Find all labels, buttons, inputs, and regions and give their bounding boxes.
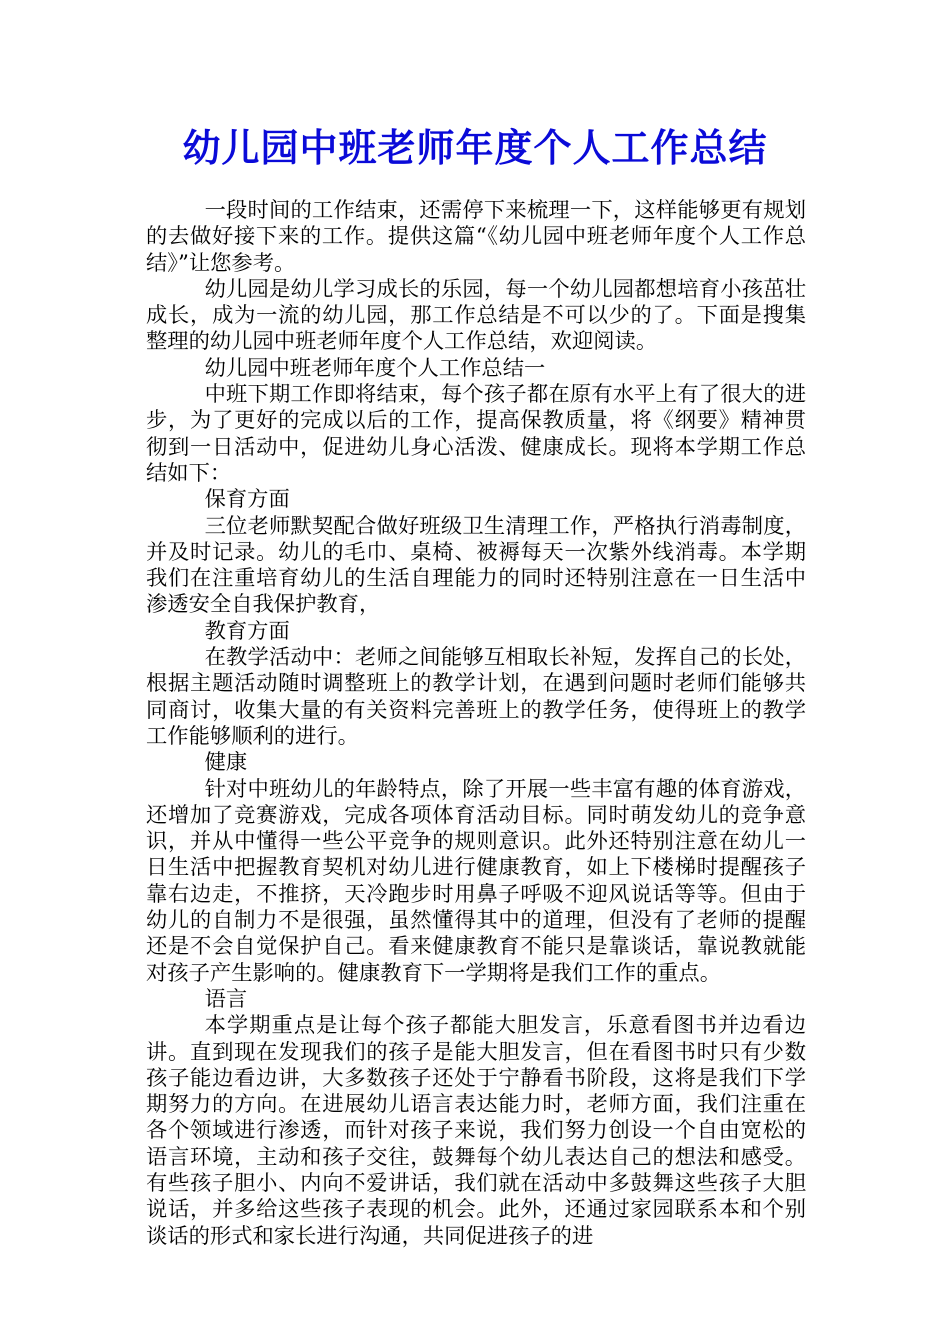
paragraph-health: 针对中班幼儿的年龄特点，除了开展一些丰富有趣的体育游戏，还增加了竞赛游戏，完成各项体育活动目标。同时萌发幼儿的竞争意识，并从中懂得一些公平竞争的规则意识。此外还特别注意在幼儿一日生活中把握教育契机对幼儿进行健康教育，如上下楼梯时提醒孩子靠右边走，不推挤，天冷跑步时用鼻子呼吸不迎风说话等等。但由于幼儿的自制力不是很强，虽然懂得其中的道理，但没有了老师的提醒还是不会自觉保护自己。看来健康教育不能只是靠谈话，靠说教就能对孩子产生影响的。健康教育下一学期将是我们工作的重点。 — [146, 776, 806, 986]
paragraph-care: 三位老师默契配合做好班级卫生清理工作，严格执行消毒制度，并及时记录。幼儿的毛巾、桌椅、被褥每天一次紫外线消毒。本学期我们在注重培育幼儿的生活自理能力的同时还特别注意在一日生活中渗透安全自我保护教育， — [146, 513, 806, 618]
paragraph-intro: 一段时间的工作结束，还需停下来梳理一下，这样能够更有规划的去做好接下来的工作。提供这篇“《幼儿园中班老师年度个人工作总结》”让您参考。 — [146, 198, 806, 276]
section-heading-language: 语言 — [204, 986, 248, 1012]
paragraph-education: 在教学活动中：老师之间能够互相取长补短，发挥自己的长处，根据主题活动随时调整班上的教学计划，在遇到问题时老师们能够共同商讨，收集大量的有关资料完善班上的教学任务，使得班上的教学工作能够顺利的进行。 — [146, 645, 806, 749]
section-heading-health: 健康 — [204, 750, 248, 776]
paragraph-preface: 幼儿园是幼儿学习成长的乐园，每一个幼儿园都想培育小孩茁壮成长，成为一流的幼儿园，那工作总结是不可以少的了。下面是搜集整理的幼儿园中班老师年度个人工作总结，欢迎阅读。 — [146, 276, 806, 355]
paragraph-opening: 中班下期工作即将结束，每个孩子都在原有水平上有了很大的进步，为了更好的完成以后的工作，提高保教质量，将《纲要》精神贯彻到一日活动中，促进幼儿身心活泼、健康成长。现将本学期工作总结如下： — [146, 382, 806, 486]
section-heading-care: 保育方面 — [204, 487, 290, 513]
section-heading-education: 教育方面 — [204, 618, 290, 644]
paragraph-language: 本学期重点是让每个孩子都能大胆发言，乐意看图书并边看边讲。直到现在发现我们的孩子是能大胆发言，但在看图书时只有少数孩子能边看边讲，大多数孩子还处于宁静看书阶段，这将是我们下学期努力的方向。在进展幼儿语言表达能力时，老师方面，我们注重在各个领域进行渗透，而针对孩子来说，我们努力创设一个自由宽松的语言环境，主动和孩子交往，鼓舞每个幼儿表达自己的想法和感受。有些孩子胆小、内向不爱讲话，我们就在活动中多鼓舞这些孩子大胆说话，并多给这些孩子表现的机会。此外，还通过家园联系本和个别谈话的形式和家长进行沟通，共同促进孩子的进 — [146, 1013, 806, 1249]
section-heading-part-one: 幼儿园中班老师年度个人工作总结一 — [204, 355, 546, 381]
document-title: 幼儿园中班老师年度个人工作总结 — [182, 125, 768, 170]
document-body — [146, 198, 806, 1250]
